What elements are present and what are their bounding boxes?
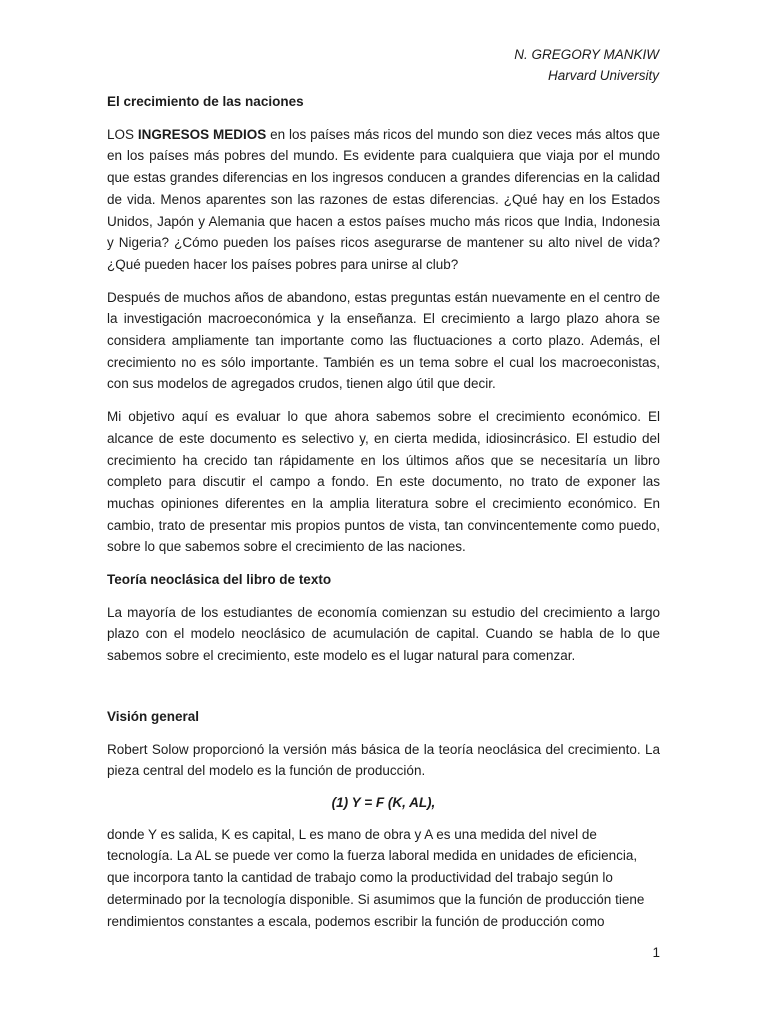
paragraph-4: La mayoría de los estudiantes de economía comienzan su estudio del crecimiento a largo plazo con el modelo neoclásico de acumulación de capital. Cuando se habla de lo que sabemos sobre el crecimiento, este modelo es el lugar natural para comenzar. [107,604,660,664]
paragraph-2: Después de muchos años de abandono, estas preguntas están nuevamente en el centro de la investigación macroeconómica y la enseñanza. El crecimiento a largo plazo ahora se considera ampliamente tan importante como las fluctuaciones a corto plazo. Además, el crecimiento no es sólo importante. También es un tema sobre el cual los macroeconistas, con sus modelos de agregados crudos, tienen algo útil que decir. [107,289,660,392]
paragraph-intro [107,124,660,276]
paragraph-5: Robert Solow proporcionó la versión más básica de la teoría neoclásica del crecimiento. La pieza central del modelo es la función de producción. [107,741,660,779]
intro-lead: LOS [107,126,138,142]
paragraph-3: Mi objetivo aquí es evaluar lo que ahora sabemos sobre el crecimiento económico. El alcance de este documento es selectivo y, en cierta medida, idiosincrásico. El estudio del crecimiento ha crecido tan rápidamente en los últimos años que se necesitaría un libro completo para discutir el campo a fondo. En este documento, no trato de exponer las muchas opiniones diferentes en la amplia literatura sobre el crecimiento económico. En cambio, trato de presentar mis propios puntos de vista, tan convincentemente como puedo, sobre lo que sabemos sobre el crecimiento de las naciones. [107,409,660,555]
intro-bold-phrase: INGRESOS MEDIOS [137,126,267,142]
intro-rest: en los países más ricos del mundo son diez veces más altos que en los países más pobres del mundo. Es evidente para cualquiera que viaja por el mundo que estas grandes diferencias en los ingresos conducen a grandes diferencias en la calidad de vida. Menos aparentes son las razones de estas diferencias. ¿Qué hay en los Estados Unidos, Japón y Alemania que hacen a estos países mucho más ricos que India, Indonesia y Nigeria? ¿Cómo pueden los países ricos asegurarse de mantener su alto nivel de vida? ¿Qué pueden hacer los países pobres para unirse al club? [107,126,660,272]
document-body [107,91,660,932]
document-title: El crecimiento de las naciones [107,94,304,109]
section-heading-neoclassical: Teoría neoclásica del libro de texto [107,572,332,588]
section-heading-overview: Visión general [107,708,200,724]
paragraph-6: donde Y es salida, K es capital, L es mano de obra y A es una medida del nivel de tecnología. La AL se puede ver como la fuerza laboral medida en unidades de eficiencia, que incorpora tanto la cantidad de trabajo como la productividad del trabajo según lo determinado por la tecnología disponible. Si asumimos que la función de producción tiene rendimientos constantes a escala, podemos escribir la función de producción como [107,826,645,929]
equation-1: (1) Y = F (K, AL), [331,794,436,810]
author-affiliation: Harvard University [547,68,659,83]
author-name: N. GREGORY MANKIW [514,47,659,62]
page-number: 1 [652,945,660,960]
author-block [514,44,659,86]
